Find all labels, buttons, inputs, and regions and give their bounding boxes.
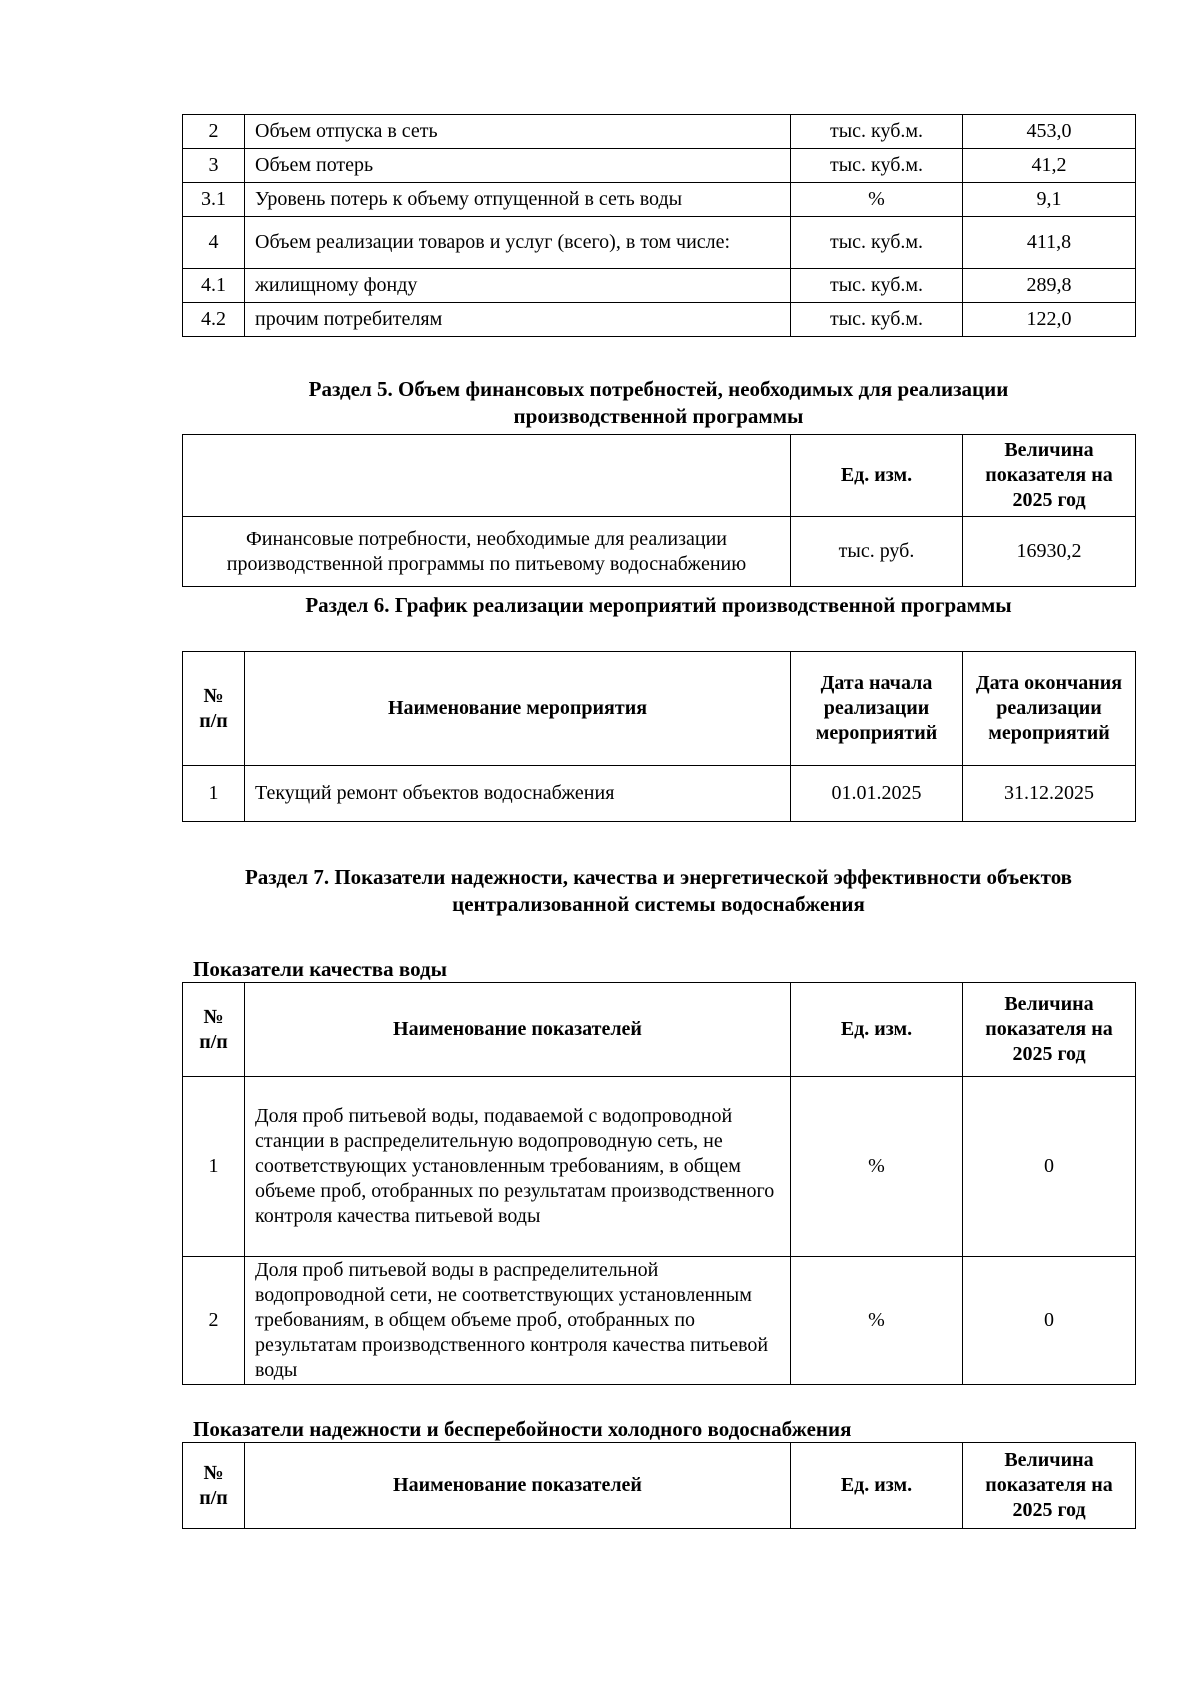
- row-name: Доля проб питьевой воды в распределительной водопроводной сети, не соответствующих установленным требованиям, в общем объеме проб, отобранных по результатам производственного контроля качества питьевой воды: [245, 1257, 791, 1385]
- quality-title: Показатели качества воды: [193, 957, 447, 981]
- header-num: № п/п: [183, 652, 245, 766]
- row-number: 2: [183, 1257, 245, 1385]
- row-number: 2: [183, 115, 245, 149]
- row-unit: тыс. куб.м.: [791, 149, 963, 183]
- row-value: 289,8: [963, 269, 1136, 303]
- table-row: [183, 517, 1136, 587]
- header-num: № п/п: [183, 983, 245, 1077]
- row-number: 1: [183, 766, 245, 822]
- row-number: 3.1: [183, 183, 245, 217]
- reliability-title: Показатели надежности и бесперебойности холодного водоснабжения: [193, 1417, 852, 1441]
- header-start: Дата начала реализации мероприятий: [791, 652, 963, 766]
- row-name: Объем отпуска в сеть: [245, 115, 791, 149]
- table-header-row: [183, 435, 1136, 517]
- header-unit: Ед. изм.: [791, 1443, 963, 1529]
- row-unit: %: [791, 1077, 963, 1257]
- row-unit: тыс. руб.: [791, 517, 963, 587]
- row-name: Финансовые потребности, необходимые для реализации производственной программы по питьевому водоснабжению: [183, 517, 791, 587]
- row-value: 411,8: [963, 217, 1136, 269]
- row-value: 0: [963, 1077, 1136, 1257]
- header-name: Наименование показателей: [245, 983, 791, 1077]
- table-row: [183, 217, 1136, 269]
- row-unit: тыс. куб.м.: [791, 217, 963, 269]
- row-value: 122,0: [963, 303, 1136, 337]
- schedule-table: [182, 651, 1136, 822]
- row-value: 41,2: [963, 149, 1136, 183]
- table-header-row: [183, 652, 1136, 766]
- row-number: 4.1: [183, 269, 245, 303]
- header-name: Наименование показателей: [245, 1443, 791, 1529]
- header-unit: Ед. изм.: [791, 435, 963, 517]
- row-name: Объем реализации товаров и услуг (всего), в том числе:: [245, 217, 791, 269]
- row-name: Уровень потерь к объему отпущенной в сеть воды: [245, 183, 791, 217]
- table-row: [183, 149, 1136, 183]
- row-unit: тыс. куб.м.: [791, 303, 963, 337]
- row-unit: тыс. куб.м.: [791, 115, 963, 149]
- header-name: Наименование мероприятия: [245, 652, 791, 766]
- row-name: Доля проб питьевой воды, подаваемой с водопроводной станции в распределительную водопроводную сеть, не соответствующих установленным требованиям, в общем объеме проб, отобранных по результатам производственного контроля качества питьевой воды: [245, 1077, 791, 1257]
- table-row: [183, 183, 1136, 217]
- quality-table: [182, 982, 1136, 1385]
- reliability-table: [182, 1442, 1136, 1529]
- row-value: 16930,2: [963, 517, 1136, 587]
- row-unit: %: [791, 1257, 963, 1385]
- header-unit: Ед. изм.: [791, 983, 963, 1077]
- header-value: Величина показателя на 2025 год: [963, 435, 1136, 517]
- row-number: 1: [183, 1077, 245, 1257]
- row-number: 3: [183, 149, 245, 183]
- section6-title: Раздел 6. График реализации мероприятий производственной программы: [305, 593, 1012, 617]
- row-number: 4: [183, 217, 245, 269]
- row-unit: тыс. куб.м.: [791, 269, 963, 303]
- table-row: [183, 269, 1136, 303]
- row-name: Текущий ремонт объектов водоснабжения: [245, 766, 791, 822]
- header-value: Величина показателя на 2025 год: [963, 1443, 1136, 1529]
- section7-title: Раздел 7. Показатели надежности, качества и энергетической эффективности объектов централизованной системы водоснабжения: [244, 865, 1073, 916]
- row-value: 0: [963, 1257, 1136, 1385]
- table-row: [183, 1257, 1136, 1385]
- empty-header-cell: [183, 435, 791, 517]
- row-number: 4.2: [183, 303, 245, 337]
- row-start: 01.01.2025: [791, 766, 963, 822]
- row-name: жилищному фонду: [245, 269, 791, 303]
- finance-table: [182, 434, 1136, 587]
- row-value: 453,0: [963, 115, 1136, 149]
- table-header-row: [183, 1443, 1136, 1529]
- header-value: Величина показателя на 2025 год: [963, 983, 1136, 1077]
- header-end: Дата окончания реализации мероприятий: [963, 652, 1136, 766]
- row-end: 31.12.2025: [963, 766, 1136, 822]
- volumes-table: [182, 114, 1136, 337]
- row-value: 9,1: [963, 183, 1136, 217]
- section5-title: Раздел 5. Объем финансовых потребностей, необходимых для реализации производственной программы: [308, 377, 1009, 428]
- table-row: [183, 115, 1136, 149]
- row-unit: %: [791, 183, 963, 217]
- table-row: [183, 766, 1136, 822]
- table-row: [183, 303, 1136, 337]
- row-name: прочим потребителям: [245, 303, 791, 337]
- table-row: [183, 1077, 1136, 1257]
- header-num: № п/п: [183, 1443, 245, 1529]
- table-header-row: [183, 983, 1136, 1077]
- row-name: Объем потерь: [245, 149, 791, 183]
